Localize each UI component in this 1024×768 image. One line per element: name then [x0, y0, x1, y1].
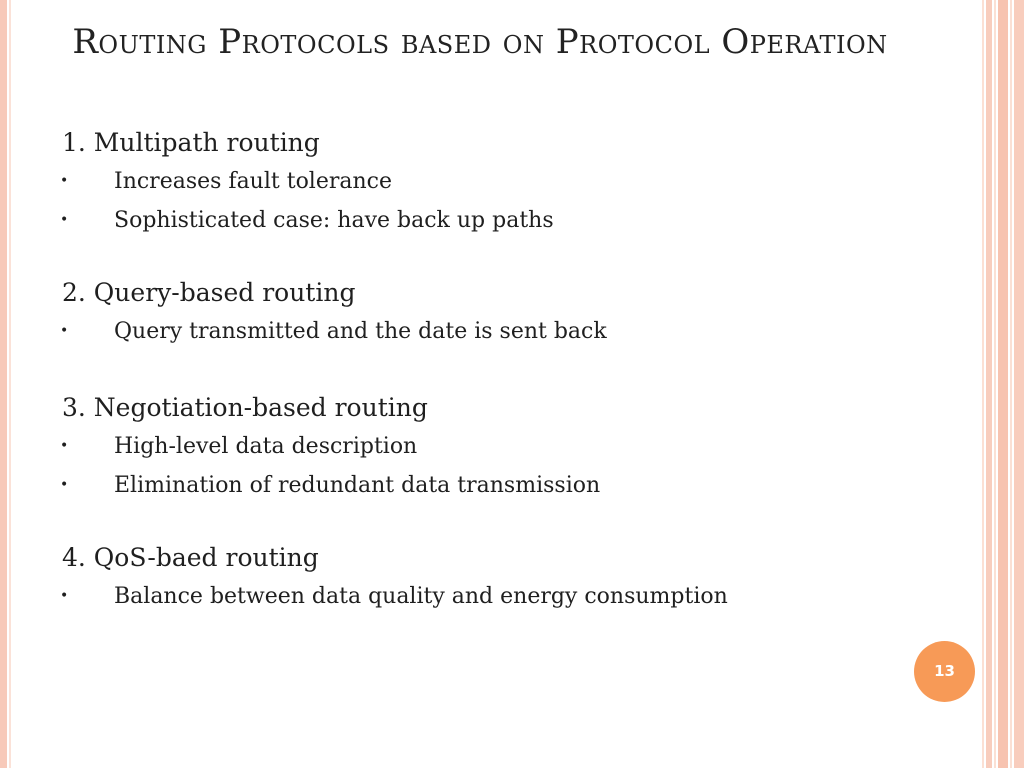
bullet-text: Balance between data quality and energy consumption	[114, 584, 728, 609]
section-query-based-routing	[62, 276, 922, 351]
bullet-icon: •	[60, 323, 69, 339]
list-item	[62, 162, 922, 201]
list-item	[62, 427, 922, 466]
section-qos-based-routing	[62, 541, 922, 616]
section-heading: 2. Query-based routing	[62, 278, 356, 307]
bullet-text: Elimination of redundant data transmission	[114, 473, 601, 498]
section-negotiation-based-routing	[62, 391, 922, 505]
bullet-icon: •	[60, 173, 69, 189]
page-number-badge: 13	[914, 641, 975, 702]
left-border-line	[9, 0, 11, 768]
bullet-text: Increases fault tolerance	[114, 169, 393, 194]
bullet-icon: •	[60, 212, 69, 228]
slide-content	[62, 126, 922, 652]
bullet-icon: •	[60, 588, 69, 604]
left-border-decoration	[0, 0, 7, 768]
list-item	[62, 577, 922, 616]
bullet-icon: •	[60, 438, 69, 454]
bullet-text: Sophisticated case: have back up paths	[114, 208, 554, 233]
list-item	[62, 201, 922, 240]
section-heading: 3. Negotiation-based routing	[62, 393, 428, 422]
right-stripe-decoration	[982, 0, 1024, 768]
section-heading: 1. Multipath routing	[62, 128, 320, 157]
section-multipath-routing	[62, 126, 922, 240]
bullet-text: Query transmitted and the date is sent back	[114, 319, 607, 344]
bullet-text: High-level data description	[114, 434, 418, 459]
bullet-icon: •	[60, 477, 69, 493]
list-item	[62, 466, 922, 505]
section-heading: 4. QoS-baed routing	[62, 543, 319, 572]
slide-title: Routing Protocols based on Protocol Operation	[72, 22, 888, 62]
list-item	[62, 312, 922, 351]
